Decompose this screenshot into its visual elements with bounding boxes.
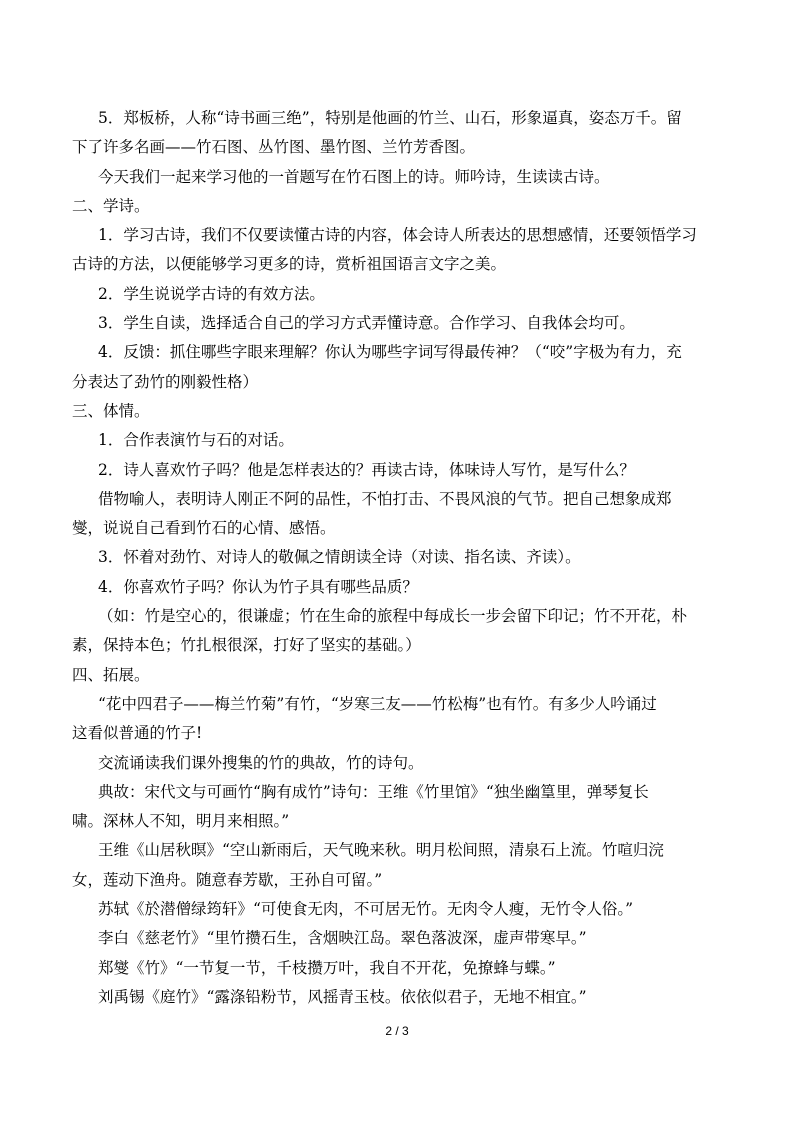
paragraph-line: “花中四君子——梅兰竹菊”有竹，“岁寒三友——竹松梅”也有竹。有多少人吟诵过 bbox=[98, 694, 657, 713]
section-heading: 三、体情。 bbox=[72, 401, 150, 420]
paragraph-line: （如：竹是空心的，很谦虚；竹在生命的旅程中每成长一步会留下印记；竹不开花，朴 bbox=[98, 607, 688, 626]
paragraph-line: 4．你喜欢竹子吗？你认为竹子具有哪些品质？ bbox=[98, 577, 418, 596]
paragraph-line: 分表达了劲竹的刚毅性格） bbox=[72, 372, 259, 391]
page-number: 2 / 3 bbox=[385, 1024, 409, 1038]
paragraph-line: 3．学生自读，选择适合自己的学习方式弄懂诗意。合作学习、自我体会均可。 bbox=[98, 314, 635, 333]
paragraph-line: 今天我们一起来学习他的一首题写在竹石图上的诗。师吟诗，生读读古诗。 bbox=[98, 167, 610, 186]
paragraph-line: 下了许多名画——竹石图、丛竹图、墨竹图、兰竹芳香图。 bbox=[72, 138, 476, 157]
section-heading: 二、学诗。 bbox=[72, 196, 150, 215]
paragraph-line: 刘禹锡《庭竹》“露涤铅粉节，风摇青玉枝。依依似君子，无地不相宜。” bbox=[98, 987, 587, 1006]
paragraph-line: 郑燮《竹》“一节复一节，千枝攒万叶，我自不开花，免撩蜂与蝶。” bbox=[98, 958, 556, 977]
paragraph-line: 这看似普通的竹子! bbox=[72, 724, 203, 743]
paragraph-line: 苏轼《於潜僧绿筠轩》“可使食无肉，不可居无竹。无肉令人瘦，无竹令人俗。” bbox=[98, 900, 634, 919]
paragraph-line: 啸。深林人不知，明月来相照。” bbox=[72, 812, 290, 831]
paragraph-line: 王维《山居秋暝》“空山新雨后，天气晚来秋。明月松间照，清泉石上流。竹喧归浣 bbox=[98, 841, 664, 860]
paragraph-line: 交流诵读我们课外搜集的竹的典故，竹的诗句。 bbox=[98, 753, 424, 772]
paragraph-line: 2．学生说说学古诗的有效方法。 bbox=[98, 284, 325, 303]
section-heading: 四、拓展。 bbox=[72, 665, 150, 684]
paragraph-line: 1．合作表演竹与石的对话。 bbox=[98, 431, 294, 450]
paragraph-line: 1．学习古诗，我们不仅要读懂古诗的内容，体会诗人所表达的思想感情，还要领悟学习 bbox=[98, 226, 697, 245]
document-body bbox=[72, 104, 722, 1012]
paragraph-line: 燮，说说自己看到竹石的心情、感悟。 bbox=[72, 519, 336, 538]
paragraph-line: 5．郑板桥，人称“诗书画三绝”，特别是他画的竹兰、山石，形象逼真，姿态万千。留 bbox=[98, 109, 682, 127]
paragraph-line: 2．诗人喜欢竹子吗？他是怎样表达的？再读古诗，体味诗人写竹，是写什么？ bbox=[98, 460, 635, 479]
paragraph-line: 3．怀着对劲竹、对诗人的敬佩之情朗读全诗（对读、指名读、齐读）。 bbox=[98, 548, 581, 567]
paragraph-line: 典故：宋代文与可画竹“胸有成竹”诗句：王维《竹里馆》“独坐幽篁里，弹琴复长 bbox=[98, 782, 649, 801]
paragraph-line: 借物喻人，表明诗人刚正不阿的品性，不怕打击、不畏风浪的气节。把自己想象成郑 bbox=[98, 489, 672, 508]
paragraph-line: 素，保持本色；竹扎根很深，打好了坚实的基础。） bbox=[72, 636, 421, 655]
paragraph-line: 女，莲动下渔舟。随意春芳歇，王孙自可留。” bbox=[72, 870, 383, 889]
paragraph-line: 4．反馈：抓住哪些字眼来理解？你认为哪些字词写得最传神？（“咬”字极为有力，充 bbox=[98, 343, 682, 362]
paragraph-line: 李白《慈老竹》“里竹攒石生，含烟映江岛。翠色落波深，虚声带寒早。” bbox=[98, 929, 587, 948]
paragraph-line: 古诗的方法，以便能够学习更多的诗，赏析祖国语言文字之美。 bbox=[72, 255, 507, 274]
